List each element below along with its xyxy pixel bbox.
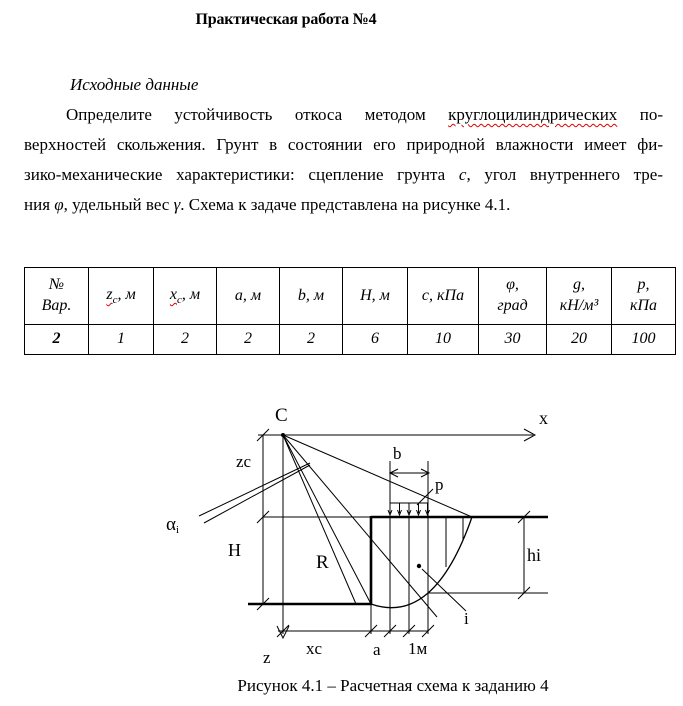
ray-steep [283,435,356,604]
table-value-cell: 1 [89,325,154,355]
b-dim-extensions [390,461,428,503]
diagram-label-a: a [373,640,381,659]
diagram-label-alpha-i: αi [166,514,180,536]
diagram-label-hi: hi [527,545,542,565]
table-header-cell: p, кПа [612,268,676,325]
diagram-label-i: i [464,609,469,628]
load-arrows-icon [388,503,430,515]
diagram-label-C: C [275,405,288,426]
paragraph-text: ния [24,195,55,214]
diagram-label-1m: 1м [408,639,428,658]
paragraph-text: , угол внутреннего тре- [466,165,663,184]
diagram-label-z-axis: z [263,648,271,667]
table-header-cell: a, м [217,268,280,325]
alpha-leader [199,463,310,523]
diagram-label-H: H [228,540,241,560]
table-value-cell: 2 [280,325,343,355]
table-header-cell: g, кН/м³ [547,268,612,325]
diagram-label-x-axis: x [539,408,548,428]
slip-surface-arc [371,517,472,608]
page-title: Практическая работа №4 [195,11,377,28]
slice-i-point [417,564,421,568]
symbol-phi: φ [54,195,64,214]
paragraph-text: верхностей скольжения. Грунт в состоянии его природной влажности имеет фи- [24,135,663,154]
diagram-label-b: b [393,444,402,463]
ray-slice-i [283,435,437,617]
symbol-gamma: γ [173,195,181,214]
table-header-cell: H, м [343,268,408,325]
figure-lines [199,429,548,638]
table-header-cell: $x_с$, м [154,268,217,325]
center-point-C [281,433,285,437]
misspelled-word: круглоцилиндрических [448,105,618,124]
table-value-cell: 100 [612,325,676,355]
radius-R-line [283,435,371,604]
diagram-label-zc: zc [236,452,252,471]
ray-exit [283,435,472,517]
table-value-cell: 2 [154,325,217,355]
slice-lines [390,503,463,634]
paragraph-text: , удельный вес [63,195,174,214]
table-value-cell: 6 [343,325,408,355]
table-value-cell: 20 [547,325,612,355]
symbol-c: c [458,165,467,184]
paragraph-text: по- [617,105,663,124]
table-header-cell: $z_с$, м [89,268,154,325]
table-value-cell: 10 [408,325,479,355]
figure-labels [166,405,548,667]
diagram-label-xc: xc [306,639,323,658]
table-value-cell: 2 [217,325,280,355]
paragraph-text: . Схема к задаче представлена на рисунке 4.1. [180,195,511,214]
table-header-cell: № Вар. [25,268,89,325]
table-header-cell: φ, град [479,268,547,325]
diagram-label-R: R [316,552,329,573]
section-heading: Исходные данные [70,75,199,94]
diagram-label-p: p [435,475,444,494]
figure-caption: Рисунок 4.1 – Расчетная схема к заданию 4 [237,676,549,695]
table-header-cell: b, м [280,268,343,325]
table-value-cell: 30 [479,325,547,355]
paragraph-text: зико-механические характеристики: сцепление грунта [24,165,459,184]
table-header-cell: c, кПа [408,268,479,325]
paragraph-text: Определите устойчивость откоса методом [66,105,449,124]
table-value-cell: 2 [25,325,89,355]
slope-profile [248,516,548,604]
